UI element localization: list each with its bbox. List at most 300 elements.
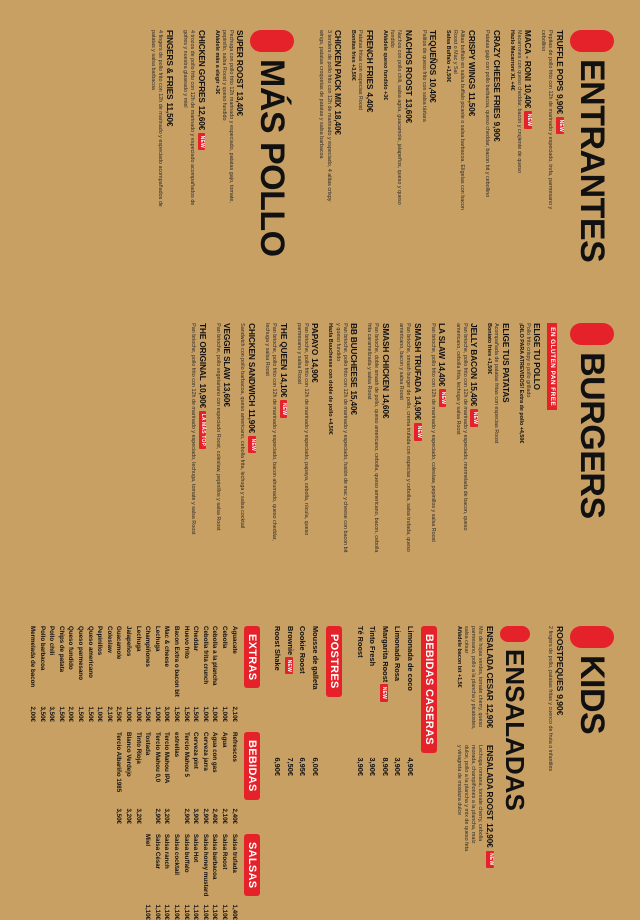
item-price: 13,40€ bbox=[235, 91, 245, 116]
price-row[interactable] bbox=[143, 834, 153, 920]
row-label: Agua con gas bbox=[211, 732, 219, 773]
pill-icon bbox=[570, 323, 614, 345]
row-price: 2,90€ bbox=[153, 808, 161, 824]
price-row[interactable] bbox=[191, 834, 201, 920]
row-label: Salsa Roost bbox=[221, 834, 229, 870]
price-row[interactable] bbox=[200, 626, 210, 722]
row-price: 1,50€ bbox=[144, 706, 152, 722]
row-price: 1,00€ bbox=[211, 706, 219, 722]
price-row[interactable] bbox=[296, 626, 309, 776]
item-desc: 2 fingers de pollo, patatas fritas y cuenco de fruta o infantiles bbox=[547, 626, 554, 772]
row-price: 1,00€ bbox=[153, 706, 161, 722]
price-row[interactable] bbox=[95, 626, 105, 722]
row-price: 1,00€ bbox=[125, 706, 132, 722]
bebidas-caseras-list bbox=[353, 626, 416, 776]
row-price: 3,50€ bbox=[38, 706, 46, 722]
row-label: Cebolla a la plancha bbox=[211, 626, 219, 686]
price-row[interactable] bbox=[162, 626, 172, 722]
item-desc: Nachos con pollo chili, salsa agria, guacamole, jalapeños, queso y queso fundido bbox=[388, 30, 402, 205]
item-label: CHICKEN SANDWICH bbox=[246, 323, 256, 407]
row-label: Tercio Mahou 0,0 Tostada bbox=[144, 732, 161, 783]
price-row[interactable] bbox=[353, 626, 366, 776]
row-label: Roost Shake bbox=[273, 626, 283, 671]
row-price: 1,10€ bbox=[182, 904, 190, 920]
item-price: 14,60€ bbox=[381, 393, 391, 419]
item-price: 12,90€ bbox=[484, 823, 494, 848]
row-label: Chips de patata bbox=[57, 626, 65, 673]
item-tag: NEW bbox=[198, 133, 206, 150]
postres-title: POSTRES bbox=[326, 626, 342, 697]
row-price: 6,00€ bbox=[311, 757, 321, 776]
bebidas-caseras-section bbox=[353, 626, 439, 876]
price-row[interactable] bbox=[308, 626, 321, 776]
item-tag: NEW bbox=[524, 111, 532, 128]
item-price: 12,60€ bbox=[196, 105, 206, 131]
row-label: Pollo barbacoa bbox=[38, 626, 46, 671]
item-extra: Salsa Buffalo +1,50€ bbox=[445, 30, 452, 83]
bebidas-caseras-title: BEBIDAS CASERAS bbox=[421, 626, 437, 753]
item-extra: Hazla Buuchesse con doble de pollo +4,50€ bbox=[327, 323, 334, 435]
item-label: CRAZY CHEESE FRIES bbox=[491, 30, 501, 119]
item-label: VEGGIE SLAW bbox=[222, 323, 232, 380]
price-row[interactable] bbox=[104, 626, 114, 722]
row-price: 1,00€ bbox=[221, 706, 229, 722]
item-label: ENSALADA CESAR bbox=[484, 626, 494, 701]
item-price: 11,50€ bbox=[466, 92, 476, 117]
item-price: 11,50€ bbox=[164, 102, 174, 127]
entrantes-list bbox=[317, 30, 564, 315]
item-desc: Mix de hojas verdes, tomate cherry, queso parmesano, pollo a la plancha y picatostes, salsa césar bbox=[463, 626, 484, 730]
item-label: BB BUUCHEESE bbox=[349, 323, 359, 388]
item-price: 14,90€ bbox=[310, 358, 320, 383]
item-label: LA SLAW bbox=[437, 323, 447, 359]
item-tag: NEW bbox=[248, 436, 256, 453]
row-price: 2,10€ bbox=[105, 706, 113, 722]
row-price: 1,50€ bbox=[173, 706, 181, 722]
item-price: 14,90€ bbox=[412, 395, 422, 421]
price-row[interactable] bbox=[219, 732, 229, 824]
row-label: Tercio Albariño 1985 bbox=[115, 732, 123, 793]
burgers-subtitle: EN GLUTEN PAN FREE bbox=[548, 323, 558, 410]
item-price: 15,40€ bbox=[349, 390, 359, 415]
row-label: Huevo frito bbox=[182, 626, 190, 659]
row-price: 6,95€ bbox=[298, 757, 308, 776]
entrantes-title: ENTRANTES bbox=[573, 59, 611, 263]
row-price: 1,10€ bbox=[144, 904, 152, 920]
item-label: NACHOS ROOST bbox=[403, 30, 413, 96]
item-tag: NEW bbox=[285, 657, 293, 674]
price-row[interactable] bbox=[75, 626, 85, 722]
row-label: Agua bbox=[221, 732, 229, 748]
row-label: Champiñones bbox=[144, 626, 152, 667]
row-label: Salsa ranch bbox=[163, 834, 171, 869]
price-row[interactable] bbox=[366, 626, 379, 776]
row-label: Cookie Roost bbox=[298, 626, 308, 674]
price-row[interactable] bbox=[133, 626, 143, 722]
item-extra: Boniato fries +1,50€ bbox=[486, 323, 493, 375]
menu-item[interactable] bbox=[539, 30, 564, 315]
item-tag: NEW bbox=[280, 400, 288, 417]
price-row[interactable] bbox=[210, 834, 220, 920]
item-price: 10,40€ bbox=[523, 83, 533, 109]
row-label: Tinto Fresh bbox=[368, 626, 378, 667]
price-row[interactable] bbox=[229, 834, 239, 920]
row-price: 1,50€ bbox=[76, 706, 84, 722]
row-label: Aguacate bbox=[230, 626, 238, 654]
row-label: Mousse de galleta bbox=[311, 626, 321, 690]
item-price: 9,90€ bbox=[555, 694, 565, 716]
extras-title: EXTRAS bbox=[244, 626, 260, 688]
item-extra: Bonitas fries +3,50€ bbox=[350, 30, 357, 81]
price-row[interactable] bbox=[219, 626, 229, 722]
item-desc: 3 tenders de pollo frito con 12h de marinado y especiado, 4 alitas crispy wings, patatas croquetas de patatas y salsa barbacoa bbox=[318, 30, 332, 202]
row-price: 1,50€ bbox=[86, 706, 94, 722]
row-label: Cheddar bbox=[192, 626, 200, 652]
item-desc: Pan brioche, pollo frito con 12h de marinado y especiado, fusión de mac y cheese con bacon bit y queso fundido bbox=[334, 323, 348, 553]
kids-title: KIDS bbox=[573, 655, 611, 735]
row-price: 1,50€ bbox=[182, 706, 190, 722]
price-row[interactable] bbox=[27, 626, 37, 722]
pill-icon bbox=[500, 626, 530, 642]
ensaladas-title: ENSALADAS bbox=[499, 649, 530, 811]
row-label: Margarita Roost bbox=[380, 626, 390, 683]
menu-item[interactable] bbox=[365, 323, 390, 618]
item-desc: Pan brioche, doble smash de pollo, queso americano, cebolla, queso americano, bacon, cebolla frita caramelizada y salsa Roost bbox=[366, 323, 380, 553]
item-desc: Sandwich con pollo barbacoa, queso americano, cebolla frita, lechuga y salsa cocktail bbox=[239, 323, 246, 529]
price-row[interactable] bbox=[229, 732, 239, 824]
price-row[interactable] bbox=[171, 732, 190, 824]
salsas-title: SALSAS bbox=[244, 834, 260, 896]
price-row[interactable] bbox=[391, 626, 404, 776]
row-label: Blanco Verdejo bbox=[125, 732, 132, 777]
price-row[interactable] bbox=[171, 834, 181, 920]
item-tag: NEW bbox=[470, 409, 478, 426]
item-desc: Pan brioche, pollo frito con 12h de marinado y especiado, mermelada de bacon, queso americano, cebolla frita, lechuga y salsa Roost bbox=[454, 323, 468, 531]
extras-bebidas-salsas bbox=[27, 626, 261, 920]
row-label: Brownie bbox=[285, 626, 295, 656]
row-price: 1,10€ bbox=[221, 904, 229, 920]
menu-item[interactable] bbox=[238, 323, 256, 618]
price-row[interactable] bbox=[403, 626, 416, 776]
price-row[interactable] bbox=[283, 626, 296, 776]
row-price: 1,10€ bbox=[173, 904, 181, 920]
row-price: 1,50€ bbox=[57, 706, 65, 722]
row-label: Té Roost bbox=[355, 626, 365, 658]
price-row[interactable] bbox=[210, 626, 220, 722]
row-label: Cebolla frita crunch bbox=[201, 626, 209, 685]
row-price: 7,50€ bbox=[285, 757, 295, 776]
row-label: Salsa César bbox=[153, 834, 161, 870]
column-entrantes bbox=[26, 30, 614, 323]
row-price: 1,00€ bbox=[201, 706, 209, 722]
item-extra: Añádele más a elegir +3€ bbox=[213, 30, 220, 95]
item-extra: Añádele queso fundido +3€ bbox=[381, 30, 388, 101]
burgers-list bbox=[189, 323, 478, 618]
price-row[interactable] bbox=[200, 732, 210, 824]
row-label: Salsa trufada bbox=[230, 834, 238, 873]
item-desc: Pollo frito crispy o pollo grillado bbox=[524, 323, 531, 398]
bebidas-title: BEBIDAS bbox=[244, 732, 260, 800]
menu-item[interactable] bbox=[453, 323, 478, 618]
item-extra: Añádele bacon bit +1,5€ bbox=[456, 626, 463, 688]
row-label: Cebolla bbox=[221, 626, 229, 649]
item-desc: Pan brioche, pollo vegetariano con especiado Roost, coleslaw, pepinillos y salsa Roost bbox=[214, 323, 221, 531]
pill-icon bbox=[570, 626, 614, 648]
row-price: 3,20€ bbox=[125, 808, 132, 824]
item-price: 14,40€ bbox=[437, 361, 447, 387]
extras-list bbox=[27, 626, 238, 722]
price-row[interactable] bbox=[143, 626, 153, 722]
row-price: 2,40€ bbox=[230, 808, 238, 824]
salsas-list bbox=[143, 834, 239, 920]
burgers-title: BURGERS bbox=[573, 352, 611, 519]
row-price: 2,40€ bbox=[211, 808, 219, 824]
item-label: FINGERS & FRIES bbox=[164, 30, 174, 100]
item-desc: Macarrones con queso cheddar, bacon y crujiente de queso bbox=[515, 30, 522, 173]
menu-item[interactable] bbox=[149, 30, 174, 315]
row-label: Coleslaw bbox=[105, 626, 113, 653]
item-desc: 4 fingers de pollo frito con 12h de marinado y especiado acompañados de patatas y salsa barbacoa bbox=[150, 30, 164, 207]
item-price: 10,40€ bbox=[428, 78, 438, 103]
menu-item[interactable] bbox=[381, 30, 413, 315]
item-desc: Pechuga con pollo frito 12h marinado y especiado, patatas gajo, tomate, pepinillo, salsa Roost y queso fundido bbox=[220, 30, 234, 203]
mas-pollo-list bbox=[149, 30, 244, 315]
price-row[interactable] bbox=[162, 834, 172, 920]
item-label: PAPAYO bbox=[310, 323, 320, 356]
price-row[interactable] bbox=[200, 834, 210, 920]
item-label: ELIGE TUS PATATAS bbox=[500, 323, 510, 403]
price-row[interactable] bbox=[114, 732, 124, 824]
item-price: 13,60€ bbox=[222, 382, 232, 407]
menu-item[interactable] bbox=[429, 323, 447, 618]
item-desc: Pan brioche, pollo frito con 12h de marinado y especiado, bacon ahumado, queso cheddar, lechuga y salsa Roost bbox=[264, 323, 278, 541]
item-desc: Patatas fritas con especias Roost bbox=[357, 30, 364, 111]
row-label: Salsa honey mustard bbox=[201, 834, 209, 897]
item-extra: ¡DILO PARA ATREVIDOS! Extra de pollo +4,50€ bbox=[517, 323, 524, 444]
item-tag: NEW bbox=[486, 851, 494, 868]
row-price: 3,20€ bbox=[163, 808, 171, 824]
menu-item[interactable] bbox=[546, 626, 564, 876]
row-price: 6,90€ bbox=[273, 757, 283, 776]
item-label: SUPER ROOST bbox=[235, 30, 245, 89]
price-row[interactable] bbox=[133, 732, 143, 824]
item-desc: Lechuga romana, tomate cherry, cebolla morada, champiñones a la plancha, maíz dulce, pollo a la plancha y mix de queso feta y vinagreta de mostaza dulce bbox=[456, 745, 484, 852]
kids-header bbox=[570, 626, 614, 876]
item-price: 12,90€ bbox=[484, 703, 494, 729]
menu-item[interactable] bbox=[317, 30, 342, 315]
row-price: 1,00€ bbox=[134, 706, 142, 722]
row-label: Salsa buffalo bbox=[182, 834, 190, 873]
price-row[interactable] bbox=[85, 626, 95, 722]
menu-item[interactable] bbox=[508, 30, 533, 315]
price-row[interactable] bbox=[37, 626, 47, 722]
price-row[interactable] bbox=[152, 626, 162, 722]
menu-item[interactable] bbox=[455, 626, 494, 731]
menu-item[interactable] bbox=[420, 30, 438, 315]
menu-item[interactable] bbox=[295, 323, 320, 618]
menu-item[interactable] bbox=[214, 323, 232, 618]
salsas-section bbox=[27, 834, 261, 920]
row-price: 3,90€ bbox=[192, 808, 200, 824]
row-price: 1,10€ bbox=[201, 904, 209, 920]
row-price: 3,20€ bbox=[134, 808, 142, 824]
row-price: 1,00€ bbox=[96, 706, 104, 722]
menu-item[interactable] bbox=[349, 30, 374, 315]
item-price: 10,90€ bbox=[197, 383, 207, 409]
burger-choose-fries bbox=[485, 323, 510, 618]
menu-item[interactable] bbox=[263, 323, 288, 618]
item-label: FRENCH FRIES bbox=[364, 30, 374, 90]
price-row[interactable] bbox=[162, 732, 172, 824]
row-label: Lechuga bbox=[153, 626, 161, 652]
row-price: 2,00€ bbox=[67, 706, 75, 722]
entrantes-header bbox=[570, 30, 614, 315]
menu-item[interactable] bbox=[181, 30, 206, 315]
menu-item[interactable] bbox=[455, 745, 494, 868]
row-price: 3,00€ bbox=[163, 706, 171, 722]
item-label: ELIGE TU POLLO bbox=[532, 323, 542, 390]
price-row[interactable] bbox=[229, 626, 239, 722]
row-price: 2,10€ bbox=[221, 808, 229, 824]
item-price: 15,40€ bbox=[469, 381, 479, 407]
item-price: 13,60€ bbox=[403, 98, 413, 124]
item-desc: Acompañada de patatas fritas con especias Roost bbox=[493, 323, 500, 444]
price-row[interactable] bbox=[181, 626, 191, 722]
mas-pollo-header bbox=[250, 30, 294, 315]
item-label: MACA - RONI bbox=[523, 30, 533, 81]
menu-item[interactable] bbox=[189, 323, 207, 618]
price-row[interactable] bbox=[47, 626, 57, 722]
menu-sheet bbox=[26, 30, 614, 920]
item-price: 14,10€ bbox=[278, 373, 288, 398]
row-price: 1,40€ bbox=[230, 904, 238, 920]
row-label: Salsa Hot bbox=[192, 834, 200, 863]
item-price: 18,40€ bbox=[333, 110, 343, 135]
menu-item[interactable] bbox=[326, 323, 358, 618]
price-row[interactable] bbox=[66, 626, 76, 722]
row-price: 2,90€ bbox=[182, 808, 190, 824]
row-label: Refrescos bbox=[230, 732, 238, 762]
row-label: Limonada de coco bbox=[405, 626, 415, 691]
item-label: SMASH CHICKEN bbox=[381, 323, 391, 391]
item-desc: Patatas gajo con pollo barbacoa, queso cheddar, bacon bit y cebollino bbox=[484, 30, 491, 198]
item-price: 11,90€ bbox=[246, 409, 256, 434]
extras-section bbox=[27, 626, 261, 722]
item-label: ENSALADA ROOST bbox=[484, 745, 494, 821]
row-price: 3,50€ bbox=[115, 808, 123, 824]
row-label: Queso fundido bbox=[67, 626, 75, 670]
menu-item[interactable] bbox=[213, 30, 245, 315]
row-price: 3,90€ bbox=[393, 757, 403, 776]
bebidas-list bbox=[114, 732, 239, 824]
row-price: 1,10€ bbox=[153, 904, 161, 920]
row-price: 3,50€ bbox=[48, 706, 56, 722]
price-row[interactable] bbox=[123, 626, 133, 722]
row-label: Mermelada de bacon bbox=[28, 626, 36, 688]
item-label: CHICKEN PACK MIX bbox=[333, 30, 343, 108]
menu-item[interactable] bbox=[483, 30, 501, 315]
row-label: Cerveza jarra bbox=[201, 732, 209, 771]
price-row[interactable] bbox=[152, 834, 162, 920]
item-tag: NEW bbox=[439, 389, 447, 406]
row-label: Bacon Extra o bacon bit bbox=[173, 626, 181, 697]
price-row[interactable] bbox=[378, 626, 391, 776]
item-label: TEQUEÑOS bbox=[428, 30, 438, 76]
postres-list bbox=[271, 626, 321, 776]
row-price: 1,50€ bbox=[192, 706, 200, 722]
row-price: 2,50€ bbox=[115, 706, 123, 722]
price-row[interactable] bbox=[143, 732, 162, 824]
menu-item[interactable] bbox=[397, 323, 422, 618]
ensaladas-header bbox=[500, 626, 530, 876]
item-price: 9,90€ bbox=[555, 94, 564, 115]
row-label: Tercio Mahou 5 estrellas bbox=[173, 732, 190, 777]
row-label: Cerveza pint bbox=[192, 732, 200, 769]
item-desc: Pan brioche, pollo frito con 12h de marinado y especiado, papaya, cebolla, rúcula, queso parmesano y salsa Roost bbox=[295, 323, 309, 536]
price-row[interactable] bbox=[56, 626, 66, 722]
row-label: Pepinillos bbox=[96, 626, 104, 656]
pill-icon bbox=[570, 30, 614, 52]
price-row[interactable] bbox=[171, 626, 181, 722]
item-desc: Palitos de queso frito con salsa tártara bbox=[420, 30, 427, 122]
item-extra: Hazlo Macarroni XL +4€ bbox=[508, 30, 515, 91]
item-tag: NEW bbox=[380, 684, 388, 701]
burgers-header bbox=[570, 323, 614, 618]
item-label: SMASH TRUFADA bbox=[412, 323, 422, 393]
pill-icon bbox=[250, 30, 294, 52]
item-desc: Pan brioche, pollo frito con 12h de marinado y especiado, coleslaw, pepinillos y salsa Roost bbox=[429, 323, 436, 542]
row-price: 8,90€ bbox=[380, 757, 390, 776]
row-label: Salsa cocktail bbox=[173, 834, 181, 875]
row-label: Tinto Rioja bbox=[134, 732, 142, 764]
row-label: Guacamole bbox=[115, 626, 123, 660]
row-label: Pollo chili bbox=[48, 626, 56, 656]
row-price: 2,90€ bbox=[201, 808, 209, 824]
row-label: Limonada Rosa bbox=[393, 626, 403, 682]
row-label: Queso americano bbox=[86, 626, 94, 678]
postres-section bbox=[271, 626, 344, 876]
row-label: Tercio Mahou IPA bbox=[163, 732, 171, 784]
price-row[interactable] bbox=[181, 834, 191, 920]
price-row[interactable] bbox=[219, 834, 229, 920]
price-row[interactable] bbox=[191, 732, 201, 824]
item-label: ROOSTPEQUES bbox=[555, 626, 565, 692]
row-price: 3,90€ bbox=[355, 757, 365, 776]
item-tag: LA MÁS TOP bbox=[199, 411, 207, 449]
column-burgers bbox=[26, 323, 614, 626]
row-label: Queso parmesano bbox=[76, 626, 84, 680]
item-label: TRUFFLE POPS bbox=[555, 30, 564, 92]
price-row[interactable] bbox=[191, 626, 201, 722]
row-label: Lechuga bbox=[134, 626, 142, 652]
item-desc: 4 trozos de pollo frito con 12h de marinado y especiado acompañados de gofres y nuestra glaseado y miel bbox=[181, 30, 196, 206]
price-row[interactable] bbox=[114, 626, 124, 722]
row-price: 1,10€ bbox=[192, 904, 200, 920]
item-price: 9,90€ bbox=[491, 121, 501, 142]
price-row[interactable] bbox=[123, 732, 133, 824]
bebidas-section bbox=[27, 732, 261, 824]
item-price: 4,40€ bbox=[364, 92, 374, 113]
menu-item[interactable] bbox=[444, 30, 476, 315]
ensaladas-list bbox=[448, 626, 494, 876]
row-price: 3,90€ bbox=[368, 757, 378, 776]
item-tag: NEW bbox=[414, 423, 422, 440]
price-row[interactable] bbox=[210, 732, 220, 824]
price-row[interactable] bbox=[271, 626, 284, 776]
row-label: Jalapeños bbox=[125, 626, 132, 657]
item-tag: NEW bbox=[556, 117, 564, 134]
item-label: JELLY BACON bbox=[469, 323, 479, 379]
